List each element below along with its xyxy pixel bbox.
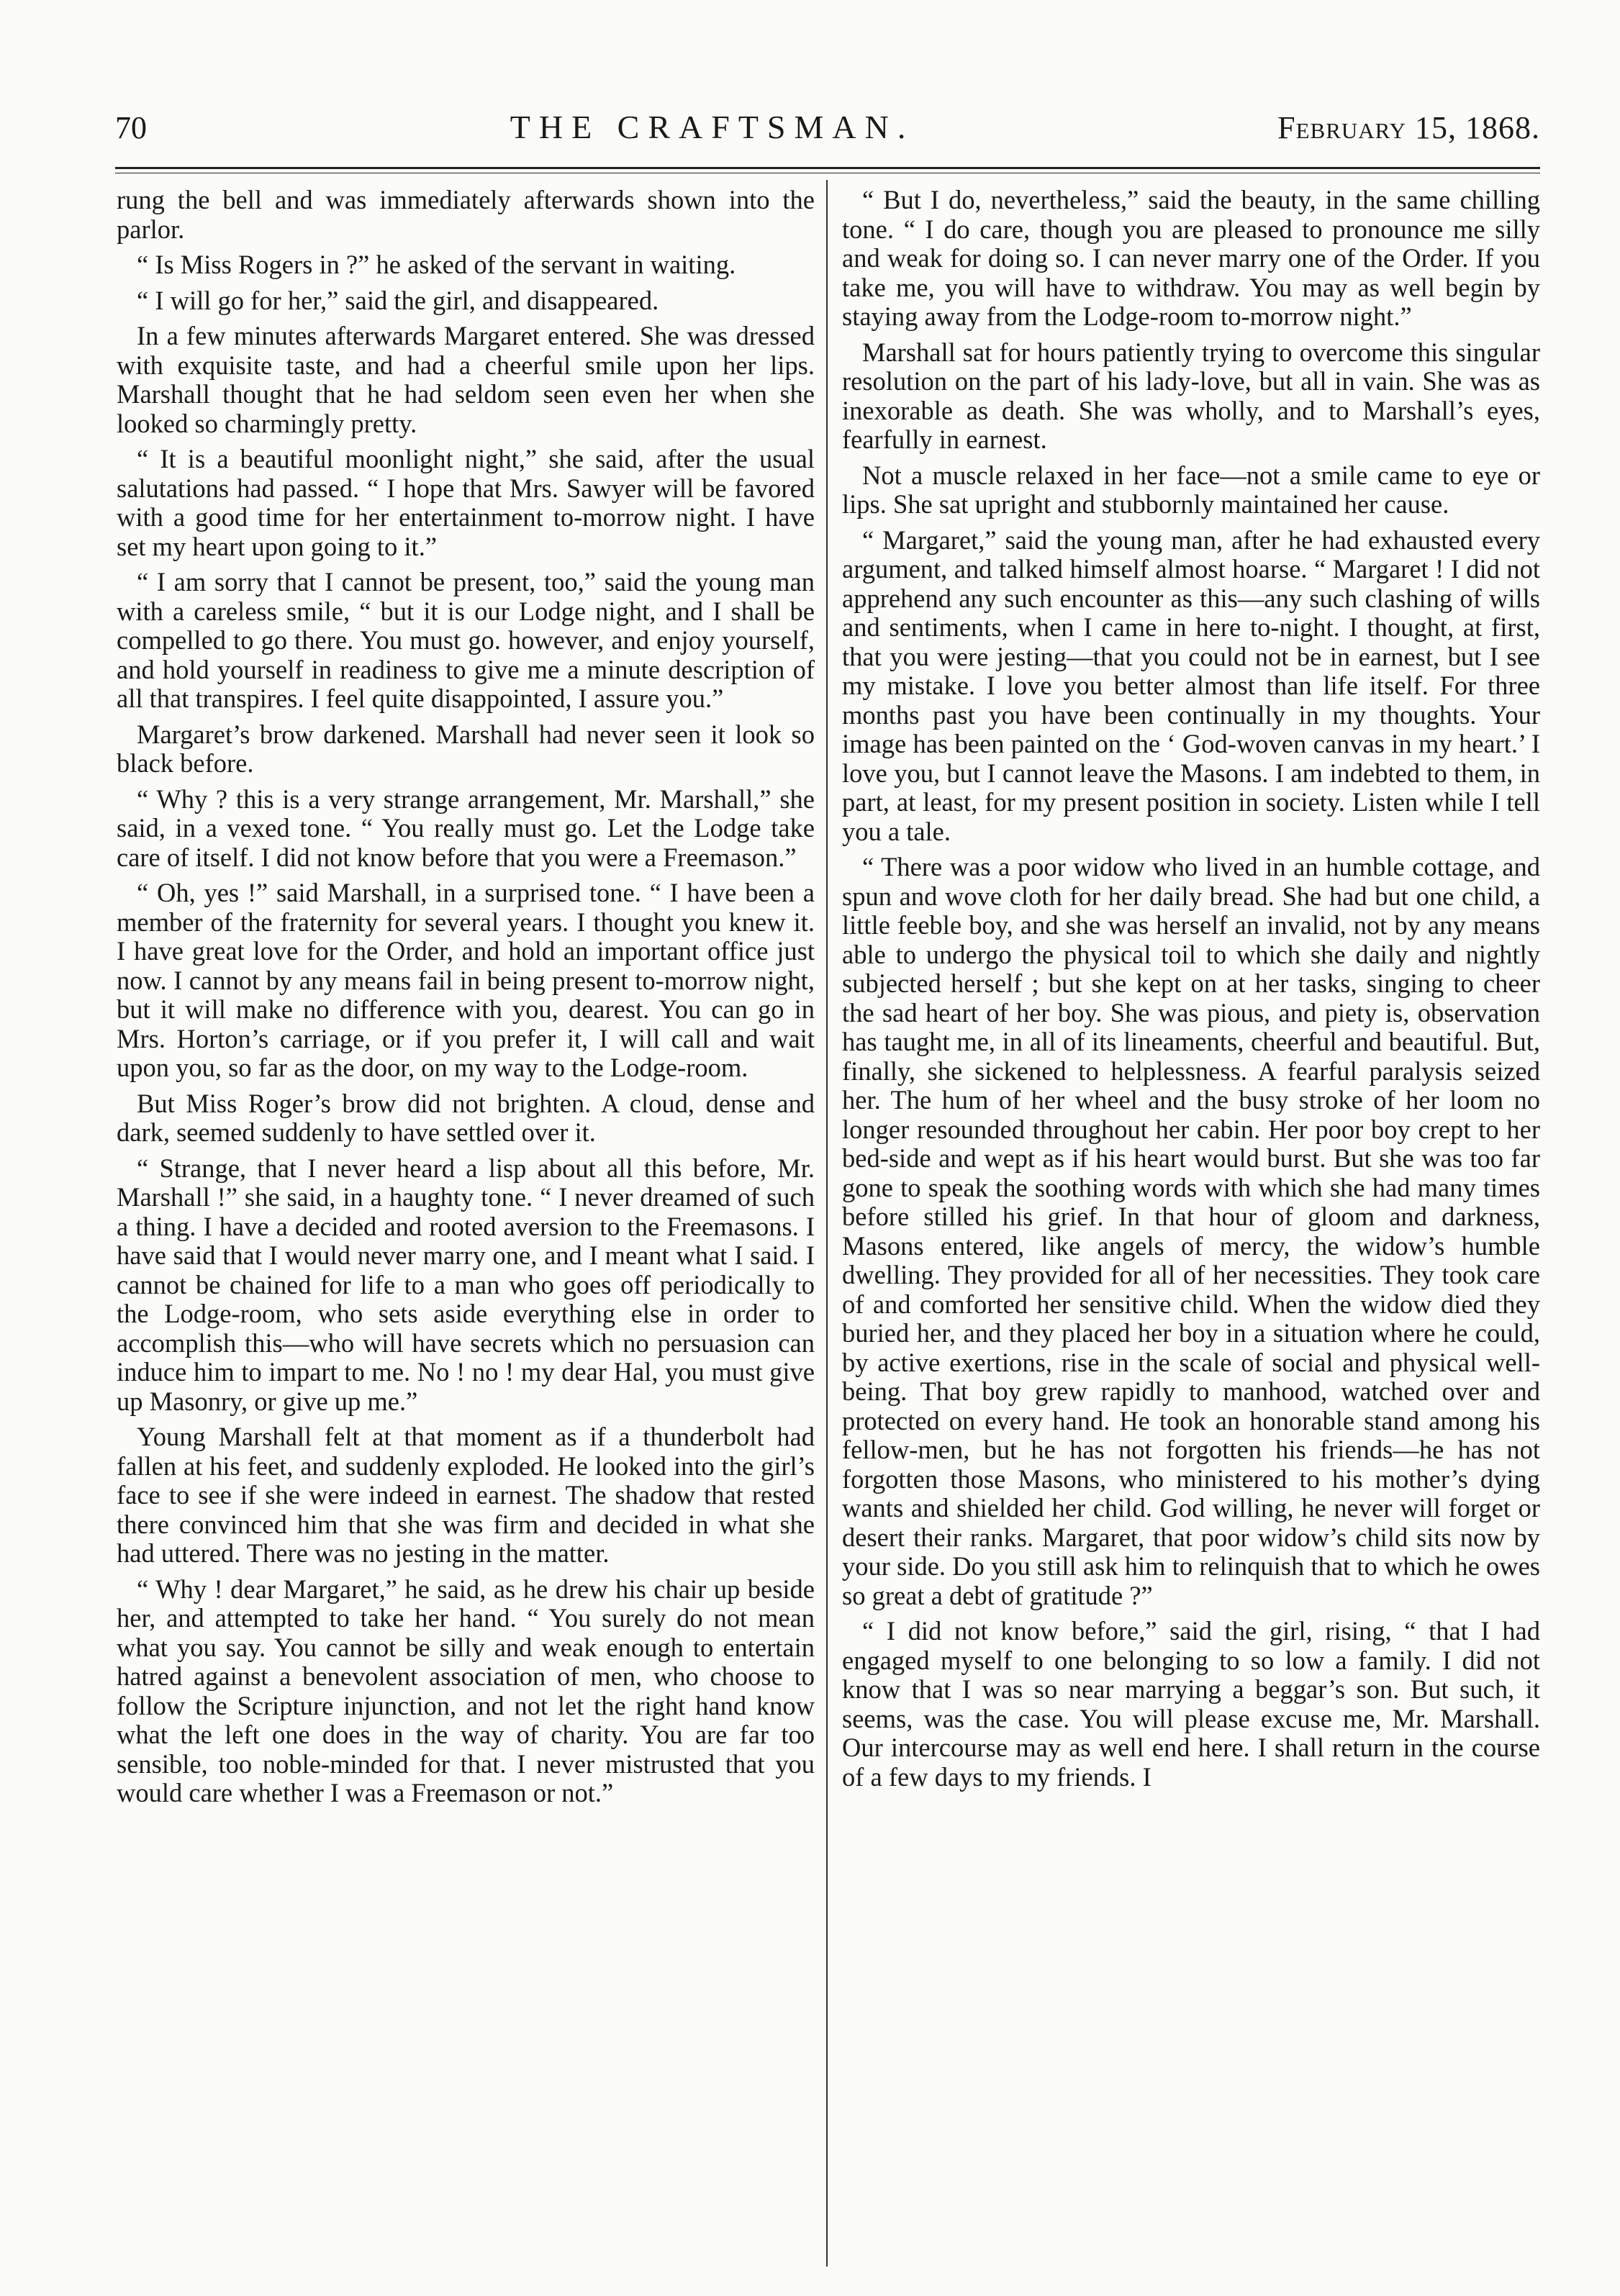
- paragraph: “ I did not know before,” said the girl, rising, “ that I had engaged myself to one belonging to so low a family. I did not know that I was so near marrying a beggar’s son. But such, it seems, was the case. You will please excuse me, Mr. Marshall. Our intercourse may as well end here. I shall return in the course of a few days to my friends. I: [842, 1616, 1540, 1792]
- paragraph: “ There was a poor widow who lived in an humble cottage, and spun and wove cloth for her daily bread. She had but one child, a little feeble boy, and she was herself an invalid, not by any means able to undergo the physical toil to which she daily and nightly subjected herself ; but she kept on at her tasks, singing to cheer the sad heart of her boy. She was pious, and piety is, observation has taught me, in all of its lineaments, cheerful and beautiful. But, finally, she sickened to helplessness. A fearful paralysis seized her. The hum of her wheel and the busy stroke of her loom no longer resounded throughout her cabin. Her poor boy crept to her bed-side and wept as if his heart would burst. But she was too far gone to speak the soothing words with which she had many times before stilled his grief. In that hour of gloom and darkness, Masons entered, like angels of mercy, the widow’s humble dwelling. They provided for all of her necessities. They took care of and comforted her sensitive child. When the widow died they buried her, and they placed her boy in a situation where he could, by active exertions, rise in the scale of social and physical well-being. That boy grew rapidly to manhood, watched over and protected on every hand. He took an honorable stand among his fellow-men, but he has not forgotten his friends—he has not forgotten those Masons, who ministered to his mother’s dying wants and shielded her child. God willing, he never will forget or desert their ranks. Margaret, that poor widow’s child sits now by your side. Do you still ask him to relinquish that to which he owes so great a debt of gratitude ?”: [842, 852, 1540, 1610]
- right-column: [842, 186, 1540, 1798]
- page-header: [115, 108, 1540, 158]
- paragraph: Not a muscle relaxed in her face—not a smile came to eye or lips. She sat upright and stubbornly maintained her cause.: [842, 460, 1540, 519]
- column-divider: [826, 180, 828, 2266]
- header-rule: [115, 167, 1540, 169]
- paragraph: “ I will go for her,” said the girl, and disappeared.: [137, 285, 659, 315]
- paragraph: Marshall sat for hours patiently trying to overcome this singular resolution on the part of his lady-love, but all in vain. She was as inexorable as death. She was wholly, and to Marshall’s eyes, fearfully in earnest.: [842, 337, 1540, 454]
- paragraph: “ Is Miss Rogers in ?” he asked of the servant in waiting.: [137, 250, 736, 279]
- paragraph: But Miss Roger’s brow did not brighten. A cloud, dense and dark, seemed suddenly to have settled over it.: [117, 1088, 815, 1147]
- paragraph: “ It is a beautiful moonlight night,” she said, after the usual salutations had passed. “ I hope that Mrs. Sawyer will be favored with a good time for her entertainment to-morrow night. I have set my heart upon going to it.”: [117, 444, 815, 561]
- paragraph: In a few minutes afterwards Margaret entered. She was dressed with exquisite taste, and had a cheerful smile upon her lips. Marshall thought that he had seldom seen even her when she looked so charmingly pretty.: [117, 321, 815, 438]
- paragraph: “ But I do, nevertheless,” said the beauty, in the same chilling tone. “ I do care, though you are pleased to pronounce me silly and weak for doing so. I can never marry one of the Order. If you take me, you will have to withdraw. You may as well begin by staying away from the Lodge-room to-morrow night.”: [842, 185, 1540, 331]
- paragraph: “ Strange, that I never heard a lisp about all this before, Mr. Marshall !” she said, in a haughty tone. “ I never dreamed of such a thing. I have a decided and rooted aversion to the Freemasons. I have said that I would never marry one, and I meant what I said. I cannot be chained for life to a man who goes off periodically to the Lodge-room, who sets aside everything else in order to accomplish this—who will have secrets which no persuasion can induce him to impart to me. No ! no ! my dear Hal, you must give up Masonry, or give up me.”: [117, 1153, 815, 1416]
- paragraph: “ Why ? this is a very strange arrangement, Mr. Marshall,” she said, in a vexed tone. “ You really must go. Let the Lodge take care of itself. I did not know before that you were a Freemason.”: [117, 784, 815, 872]
- paragraph: “ Margaret,” said the young man, after he had exhausted every argument, and talked himself almost hoarse. “ Margaret ! I did not apprehend any such encounter as this—any such clashing of wills and sentiments, when I came in here to-night. I thought, at first, that you were jesting—that you could not be in earnest, but I see my mistake. I love you better almost than life itself. For three months past you have been continually in my thoughts. Your image has been painted on the ‘ God-woven canvas in my heart.’ I love you, but I cannot leave the Masons. I am indebted to them, in part, at least, for my present position in society. Listen while I tell you a tale.: [842, 525, 1540, 846]
- paragraph: Young Marshall felt at that moment as if a thunderbolt had fallen at his feet, and suddenly exploded. He looked into the girl’s face to see if she were indeed in earnest. The shadow that rested there convinced him that she was firm and decided in what she had uttered. There was no jesting in the matter.: [117, 1422, 815, 1568]
- issue-date: February 15, 1868.: [1277, 110, 1540, 145]
- paragraph: rung the bell and was immediately afterwards shown into the parlor.: [117, 185, 815, 244]
- paragraph: “ I am sorry that I cannot be present, too,” said the young man with a careless smile, “ but it is our Lodge night, and I shall be compelled to go there. You must go. however, and enjoy yourself, and hold yourself in readiness to give me a minute description of all that transpires. I feel quite disappointed, I assure you.”: [117, 567, 815, 713]
- publication-title: THE CRAFTSMAN.: [510, 109, 915, 145]
- left-column: [117, 186, 815, 1815]
- paragraph: “ Why ! dear Margaret,” he said, as he drew his chair up beside her, and attempted to take her hand. “ You surely do not mean what you say. You cannot be silly and weak enough to entertain hatred against a benevolent association of men, who choose to follow the Scripture injunction, and not let the right hand know what the left one does in the way of charity. You are far too sensible, too noble-minded for that. I never mistrusted that you would care whether I was a Freemason or not.”: [117, 1574, 815, 1807]
- page-number: 70: [115, 110, 147, 145]
- paragraph: “ Oh, yes !” said Marshall, in a surprised tone. “ I have been a member of the fraternity for several years. I thought you knew it. I have great love for the Order, and hold an important office just now. I cannot by any means fail in being present to-morrow night, but it will make no difference with you, dearest. You can go in Mrs. Horton’s carriage, or if you prefer it, I will call and wait upon you, so far as the door, on my way to the Lodge-room.: [117, 878, 815, 1082]
- paragraph: Margaret’s brow darkened. Marshall had never seen it look so black before.: [117, 719, 815, 778]
